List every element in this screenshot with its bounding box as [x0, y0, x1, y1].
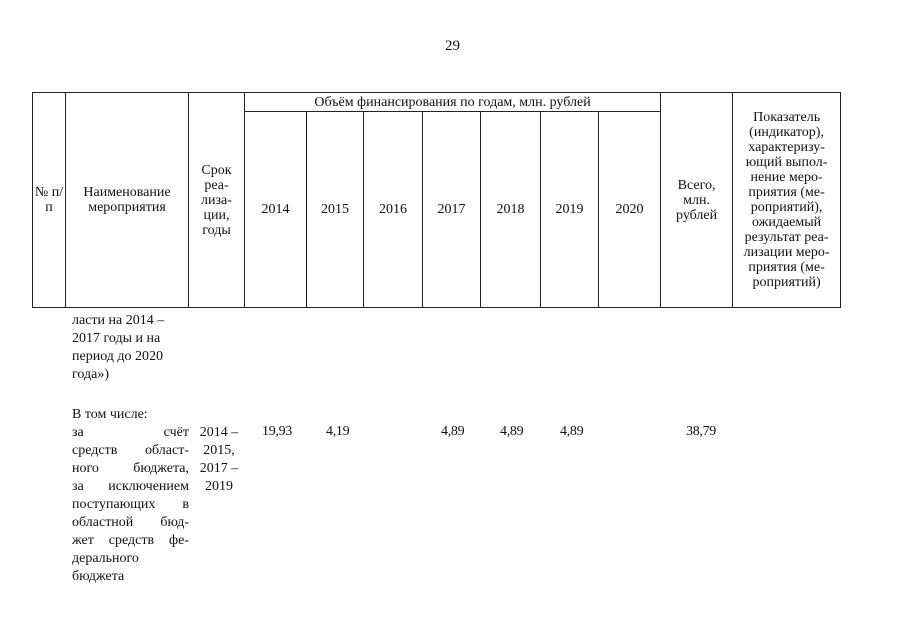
text-line: 2015,	[203, 443, 235, 458]
header-indicator: Показатель (индикатор), характеризу-ющий выпол-нение меро-приятия (ме-роприятий), ожидаемый результат реа-лизации меро-приятия (ме-роприятий)	[733, 93, 841, 308]
text-line: 2019	[205, 479, 233, 494]
text-line: 2014 –	[199, 425, 239, 440]
implementation-term	[196, 424, 242, 496]
text-line: за исключением	[72, 479, 189, 494]
funding-source-name	[72, 424, 189, 586]
text-line: за счёт	[72, 425, 189, 440]
text-line: средств област-	[72, 443, 189, 458]
header-year-2015: 2015	[307, 112, 364, 308]
value-total: 38,79	[686, 424, 717, 439]
value-2019: 4,89	[560, 424, 584, 439]
header-year-2016: 2016	[364, 112, 423, 308]
text-line: период до 2020	[72, 349, 164, 364]
header-year-2017: 2017	[423, 112, 481, 308]
header-funding-title: Объём финансирования по годам, млн. рублей	[245, 93, 661, 112]
header-year-2014: 2014	[245, 112, 307, 308]
text-line: бюджета	[72, 569, 125, 584]
text-line: 2017 годы и на	[72, 331, 161, 346]
value-2018: 4,89	[500, 424, 524, 439]
header-year-2018: 2018	[481, 112, 541, 308]
subsection-title: В том числе:	[72, 407, 148, 422]
continued-measure-name	[72, 312, 192, 384]
text-line: дерального	[72, 551, 139, 566]
value-2017: 4,89	[441, 424, 465, 439]
text-line: ласти на 2014 –	[72, 313, 165, 328]
header-total: Всего, млн. рублей	[661, 93, 733, 308]
text-line: года»)	[72, 367, 109, 382]
text-line: 2017 –	[199, 461, 239, 476]
header-year-2019: 2019	[541, 112, 599, 308]
value-2014: 19,93	[262, 424, 293, 439]
value-2015: 4,19	[326, 424, 350, 439]
header-year-2020: 2020	[599, 112, 661, 308]
header-number: № п/п	[33, 93, 66, 308]
text-line: ного бюджета,	[72, 461, 189, 476]
funding-table-header	[32, 92, 841, 308]
text-line: областной бюд-	[72, 515, 189, 530]
page-number: 29	[445, 38, 460, 54]
text-line: поступающих в	[72, 497, 189, 512]
header-term: Срок реа-лиза-ции, годы	[189, 93, 245, 308]
text-line: жет средств фе-	[72, 533, 189, 548]
header-name: Наименование мероприятия	[66, 93, 189, 308]
